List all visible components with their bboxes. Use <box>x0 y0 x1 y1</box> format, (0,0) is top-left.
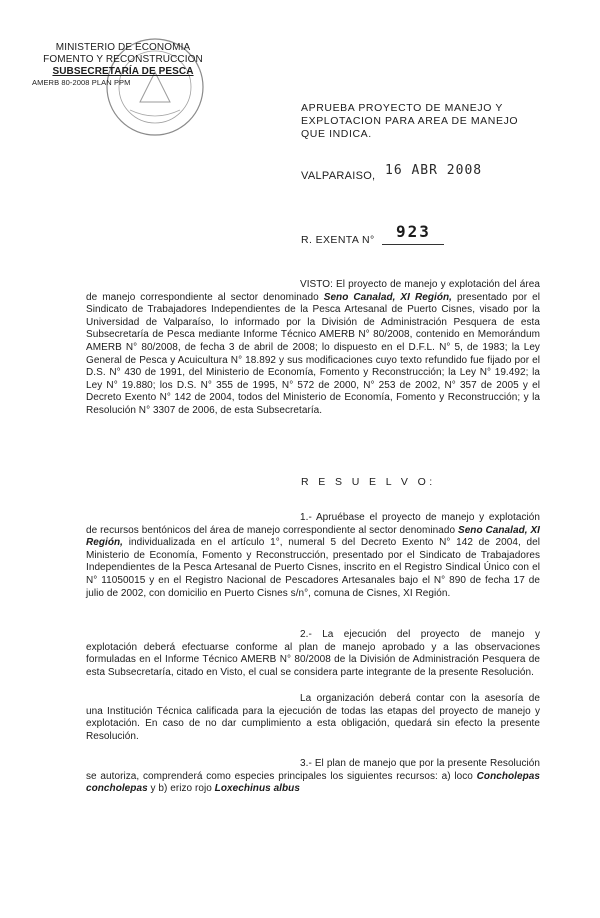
ministry-header <box>28 42 218 88</box>
exenta-underline <box>382 244 444 245</box>
resuelvo-heading: R E S U E L V O: <box>301 476 436 488</box>
place-label: VALPARAISO, <box>301 170 376 182</box>
resolution-subject: APRUEBA PROYECTO DE MANEJO Y EXPLOTACION PARA AREA DE MANEJO QUE INDICA. <box>301 102 519 140</box>
visto-paragraph: VISTO: El proyecto de manejo y explotación del área de manejo correspondiente al sector denominado Seno Canalad, XI Región, presentado por el Sindicato de Trabajadores Independientes de la Pesca Artesanal de Puerto Cisnes, visado por la Universidad de Valparaíso, lo informado por la División de Administración Pesquera de esta Subsecretaría de Pesca mediante Informe Técnico AMERB N° 80/2008, contenido en Memorándum AMERB N° 80/2008, de fecha 3 de abril de 2008; lo dispuesto en el D.F.L. N° 5, de 1983; la Ley General de Pesca y Acuicultura N° 18.892 y sus modificaciones cuyo texto refundido fue fijado por el D.S. N° 430 de 1991, del Ministerio de Economía, Fomento y Reconstrucción; la Ley N° 19.492; la Ley N° 19.880; los D.S. N° 355 de 1995, N° 572 de 2000, N° 253 de 2002, N° 357 de 2005 y el Decreto Exento N° 142 de 2004, todos del Ministerio de Economía, Fomento y Reconstrucción; y la Resolución N° 3307 de 2006, de esta Subsecretaría. <box>86 279 541 416</box>
exenta-number: 923 <box>396 222 431 241</box>
item-2-paragraph: 2.- La ejecución del proyecto de manejo y explotación deberá efectuarse conforme al plan de manejo aprobado y a las observaciones formuladas en el Informe Técnico AMERB N° 80/2008 de la División de Administración Pesquera de esta Subsecretaría, citado en Visto, el cual se considera parte integrante de la presente Resolución. <box>86 629 540 678</box>
header-reference: AMERB 80-2008 PLAN PPM <box>32 78 131 87</box>
item-1-sector: Seno Canalad, XI Región, <box>86 524 541 549</box>
header-fomento: FOMENTO Y RECONSTRUCCION <box>43 54 203 65</box>
species-erizo: Loxechinus albus <box>214 783 300 795</box>
item-1-paragraph: 1.- Apruébase el proyecto de manejo y explotación de recursos bentónicos del área de manejo correspondiente al sector denominado Seno Canalad, XI Región, individualizada en el artículo 1°, numeral 5 del Decreto Exento N° 142 de 2004, del Ministerio de Economía, Fomento y Reconstrucción, presentado por el Sindicato de Trabajadores Independientes de la Pesca Artesanal de Puerto Cisnes, inscrito en el Registro Sindical Único con el N° 11050015 y en el Registro Nacional de Pescadores Artesanales bajo el N° 890 de fecha 17 de julio de 2002, con domicilio en Puerto Cisnes s/n°, comuna de Cisnes, XI Región. <box>86 512 541 599</box>
date-stamp: 16 ABR 2008 <box>385 163 483 178</box>
header-ministry: MINISTERIO DE ECONOMIA <box>55 42 191 53</box>
item-3-paragraph: 3.- El plan de manejo que por la presente Resolución se autoriza, comprenderá como especies principales los siguientes recursos: a) loco Concholepas concholepas y b) erizo rojo Loxechinus albus <box>86 758 540 795</box>
header-subsecretaria: SUBSECRETARÍA DE PESCA <box>52 66 194 77</box>
item-2b-paragraph: La organización deberá contar con la asesoría de una Institución Técnica calificada para la ejecución de todas las etapas del proyecto de manejo y explotación. En caso de no dar cumplimiento a esta obligación, quedará sin efecto la presente Resolución. <box>86 693 540 742</box>
visto-sector: Seno Canalad, XI Región, <box>323 291 452 303</box>
species-loco: Concholepas concholepas <box>86 770 540 795</box>
exenta-label: R. EXENTA N° <box>301 234 375 246</box>
